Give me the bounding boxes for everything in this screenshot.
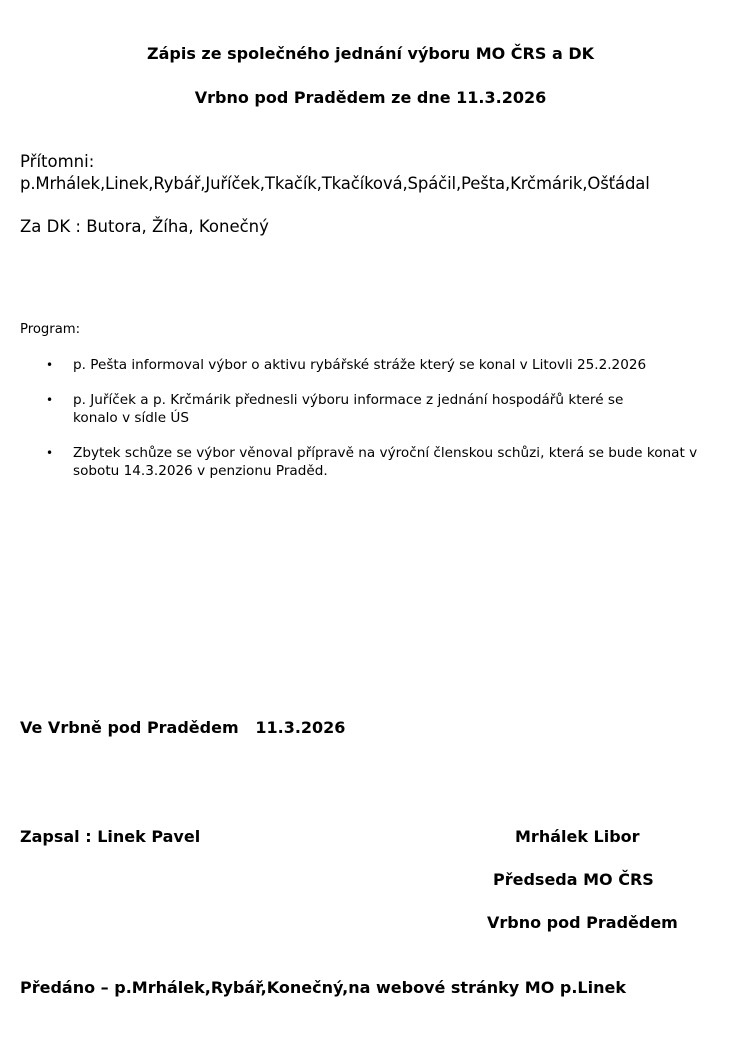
present-names: p.Mrhálek,Linek,Rybář,Juříček,Tkačík,Tkačíková,Spáčil,Pešta,Krčmárik,Ošťádal — [20, 174, 650, 193]
recorder: Zapsal : Linek Pavel — [20, 827, 201, 846]
place-date: Ve Vrbně pod Pradědem 11.3.2026 — [20, 718, 346, 737]
program-item-text: p. Juříček a p. Krčmárik přednesli výboru informace z jednání hospodářů které se konalo v sídle ÚS — [73, 392, 624, 426]
list-item — [20, 356, 720, 374]
list-item — [20, 444, 703, 480]
bullet-icon: • — [46, 446, 54, 460]
present-label: Přítomni: — [20, 152, 95, 171]
bullet-icon: • — [46, 393, 54, 407]
program-list — [20, 356, 720, 497]
program-label: Program: — [20, 322, 81, 337]
document-subtitle: Vrbno pod Pradědem ze dne 11.3.2026 — [194, 88, 547, 107]
bullet-icon: • — [46, 358, 54, 372]
handed-over: Předáno – p.Mrhálek,Rybář,Konečný,na webové stránky MO p.Linek — [20, 978, 626, 997]
document-title: Zápis ze společného jednání výboru MO ČRS a DK — [146, 44, 595, 63]
signatory-org: Vrbno pod Pradědem — [487, 913, 678, 932]
signatory-name: Mrhálek Libor — [515, 827, 640, 846]
list-item — [20, 391, 663, 427]
program-item-text: Zbytek schůze se výbor věnoval přípravě na výroční členskou schůzi, která se bude konat v sobotu 14.3.2026 v penzionu Praděd. — [73, 445, 698, 479]
program-item-text: p. Pešta informoval výbor o aktivu rybářské stráže který se konal v Litovli 25.2.2026 — [73, 357, 647, 373]
signatory-role: Předseda MO ČRS — [493, 870, 654, 889]
dk-members: Za DK : Butora, Žíha, Konečný — [20, 217, 269, 236]
